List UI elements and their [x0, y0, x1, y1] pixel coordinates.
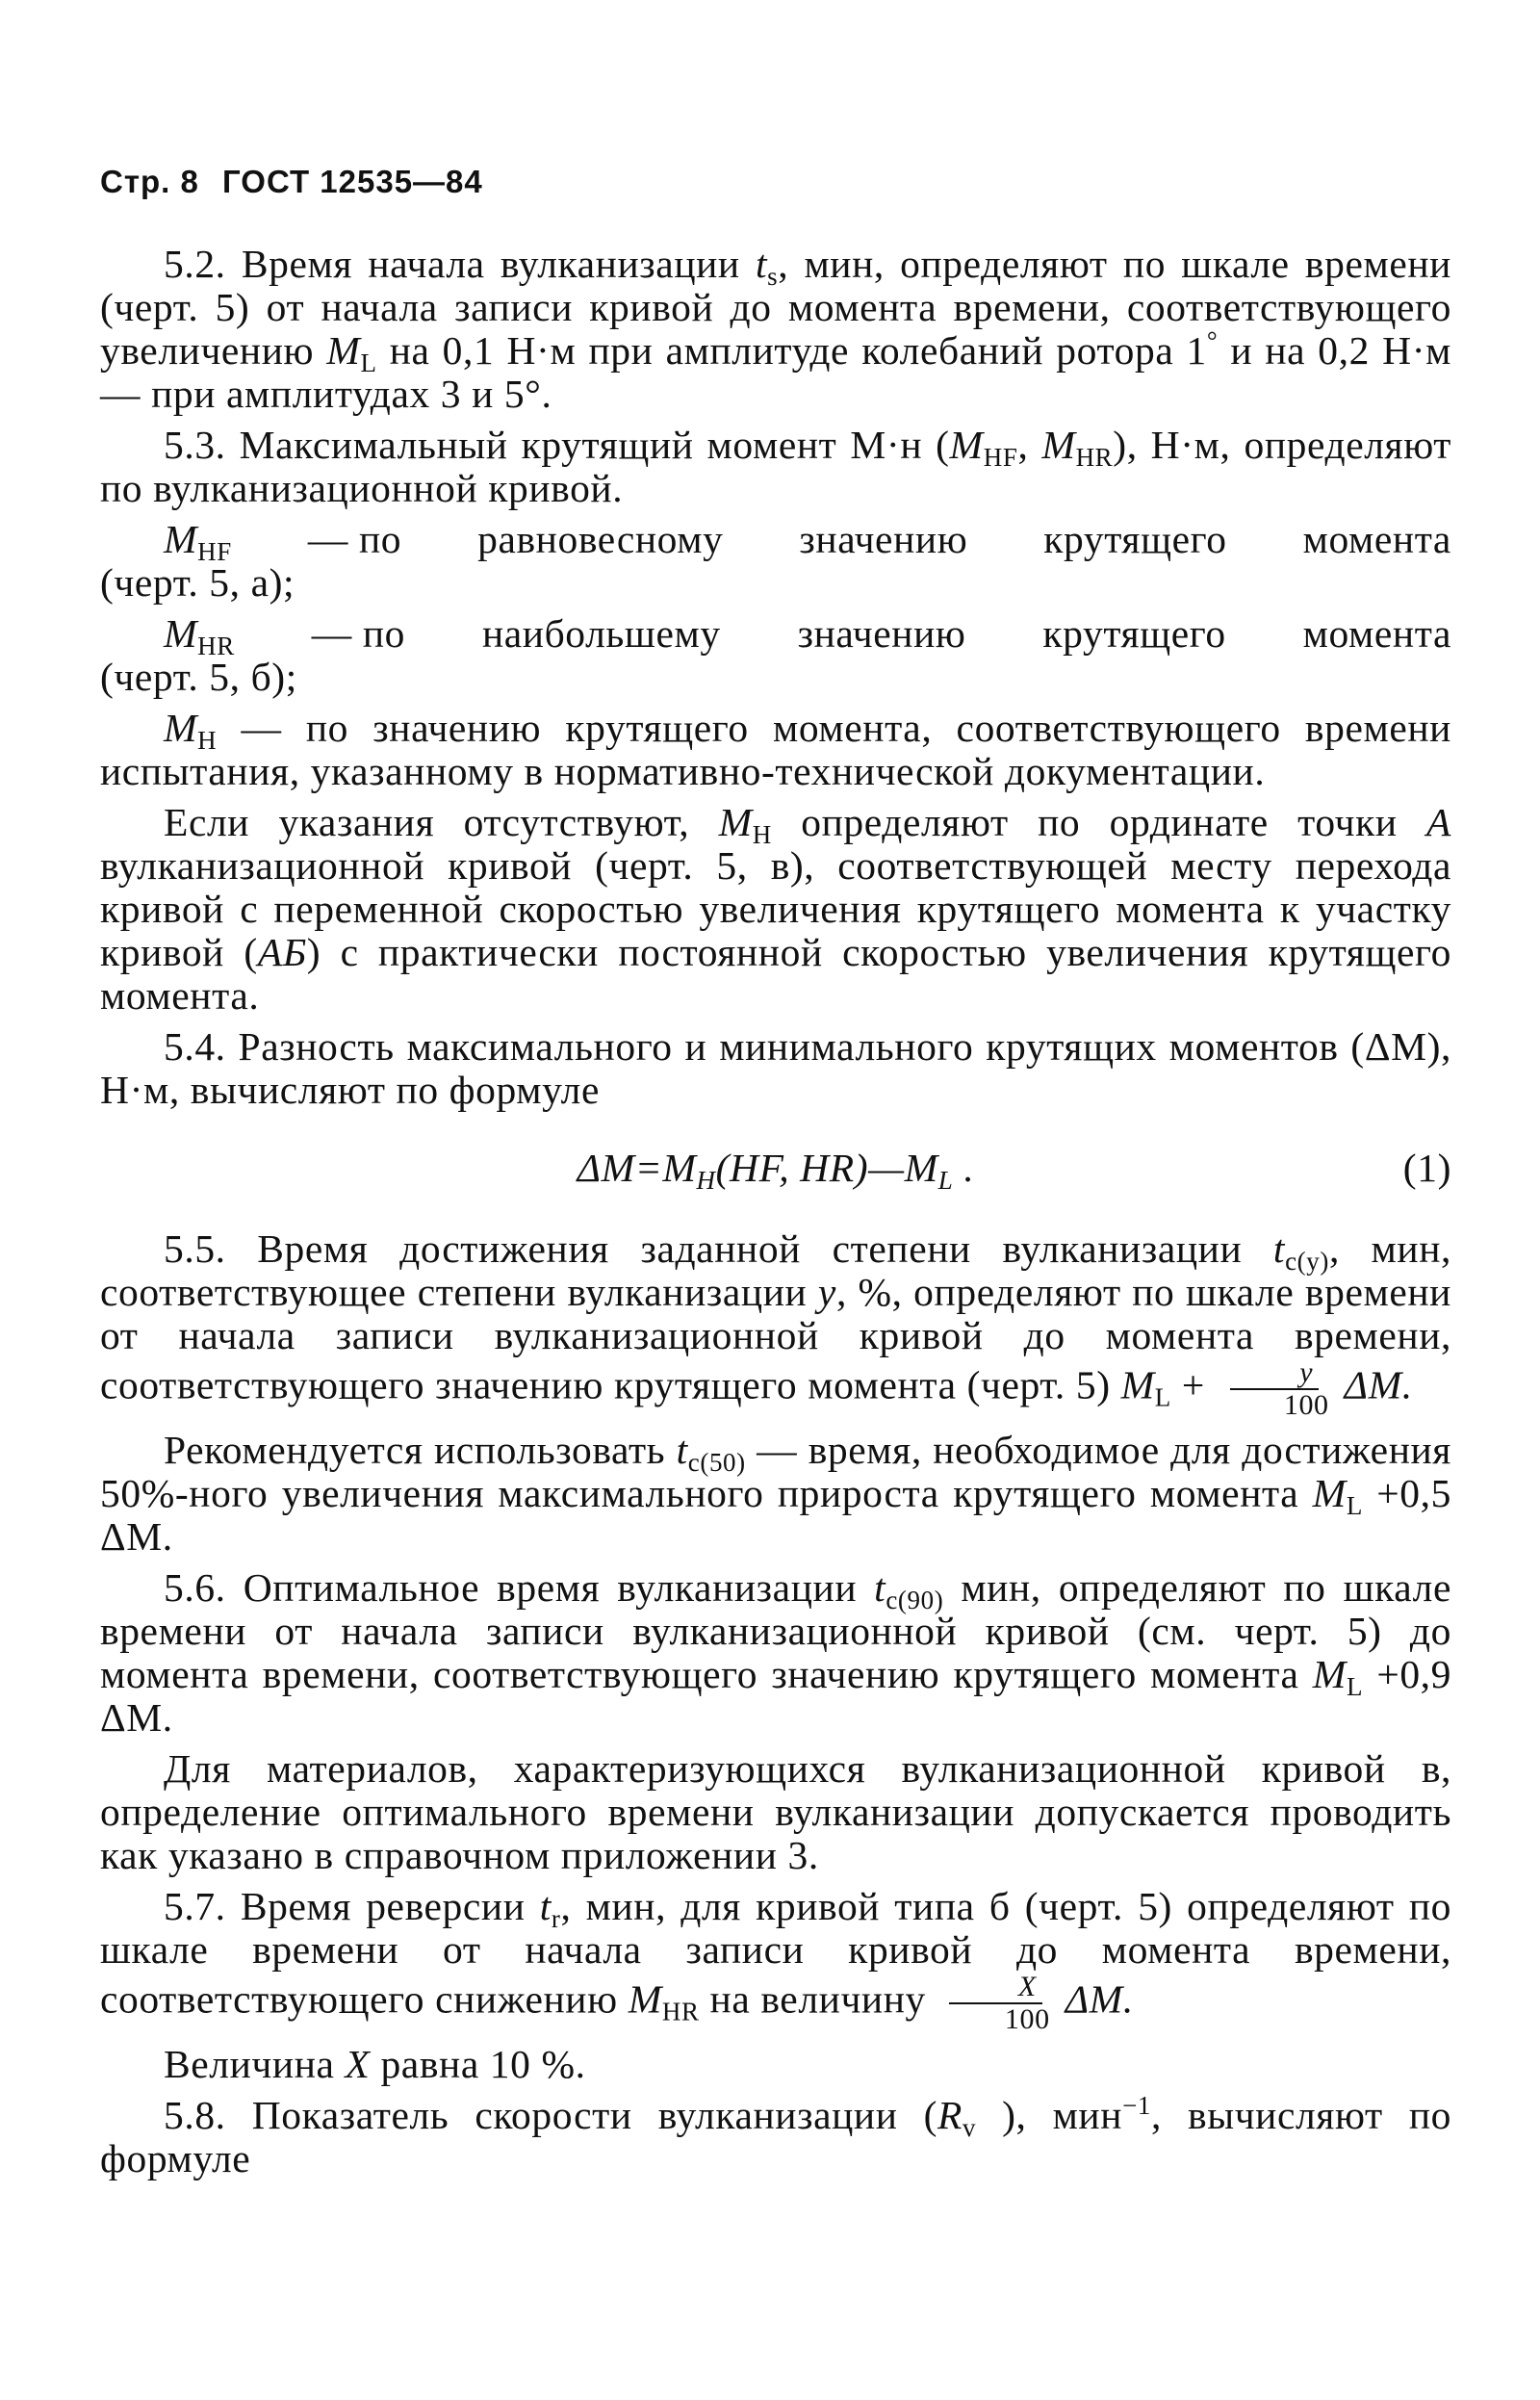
- definition-mh: $M_H$ — по значению крутящего момента, соответствующего времени испытания, указанному в нормативно-технической документации.: [100, 706, 1451, 793]
- paragraph-5-2: 5.2. Время начала вулканизации $t_s$, мин, определяют по шкале времени (черт. 5) от начала записи кривой до момента времени, соответствующего увеличению $M_L$ на 0,1 Н·м при амплитуде колебаний ротора 1° и на 0,2 Н·м — при амплитудах 3 и 5°.: [100, 242, 1451, 416]
- paragraph-recommended: Рекомендуется использовать $t_{c(50)}$ — время, необходимое для достижения 50%-ного увеличения максимального прироста крутящего момента $M_L +0,5$ ΔM.: [100, 1428, 1451, 1559]
- paragraph-5-5: 5.5. Время достижения заданной степени вулканизации $t_{c(y)}$, мин, соответствующее степени вулканизации y, %, определяют по шкале времени от начала записи вулканизационной кривой до момента времени, соответствующего значению крутящего момента (черт. 5) $M_L$ + $\frac{y}{100}$ ΔM.: [100, 1226, 1451, 1421]
- paragraph-5-3: 5.3. Максимальный крутящий момент М·н ($M_{HF}$, $M_{HR}$), Н·м, определяют по вулканизационной кривой.: [100, 423, 1452, 510]
- paragraph-mh-absent: Если указания отсутствуют, $M_H$ определяют по ординате точки A вулканизационной кривой (черт. 5, в), соответствующей месту перехода кривой с переменной скоростью увеличения крутящего момента к участку кривой (АБ) с практически постоянной скоростью увеличения крутящего момента.: [100, 800, 1451, 1018]
- formula-expression: $\Delta M=M_H(HF$, $HR)—M_L$ .: [577, 1146, 975, 1195]
- paragraph-5-6: 5.6. Оптимальное время вулканизации $t_{c(90)}$ мин, определяют по шкале времени от начала записи вулканизационной кривой (см. черт. 5) до момента времени, соответствующего значению крутящего момента $M_L +0,9$ ΔM.: [100, 1565, 1452, 1740]
- paragraph-5-7: 5.7. Время реверсии $t_r$, мин, для кривой типа б (черт. 5) определяют по шкале времени от начала записи кривой до момента времени, соответствующего снижению $M_{HR}$ на величину $\frac{X}{100}$ ΔM.: [100, 1884, 1451, 2035]
- page-header: [100, 164, 1451, 200]
- fraction-y-100: $\frac{y}{100}$: [1215, 1357, 1335, 1421]
- paragraph-x-value: Величина X равна 10 %.: [164, 2042, 586, 2086]
- standard-code: ГОСТ 12535—84: [222, 164, 483, 199]
- definition-mhr: $M_{HR}$ — по наибольшему значению крутящего момента (черт. 5, б);: [100, 611, 1451, 699]
- paragraph-5-8: 5.8. Показатель скорости вулканизации ($R_v$ ), мин$^{-1}$, вычисляют по формуле: [100, 2091, 1451, 2181]
- paragraph-materials: Для материалов, характеризующихся вулканизационной кривой в, определение оптимального времени вулканизации допускается проводить как указано в справочном приложении 3.: [100, 1746, 1451, 1877]
- formula-number: (1): [1402, 1146, 1451, 1190]
- document-body: [100, 243, 1451, 2181]
- fraction-x-100: $\frac{X}{100}$: [936, 1972, 1056, 2035]
- formula-1: [100, 1147, 1451, 1195]
- paragraph-5-4: 5.4. Разность максимального и минимального крутящих моментов (ΔM), Н·м, вычисляют по формуле: [100, 1024, 1451, 1112]
- page-number: Стр. 8: [100, 164, 199, 199]
- definition-mhf: $M_{HF}$ — по равновесному значению крутящего момента (черт. 5, а);: [100, 517, 1451, 605]
